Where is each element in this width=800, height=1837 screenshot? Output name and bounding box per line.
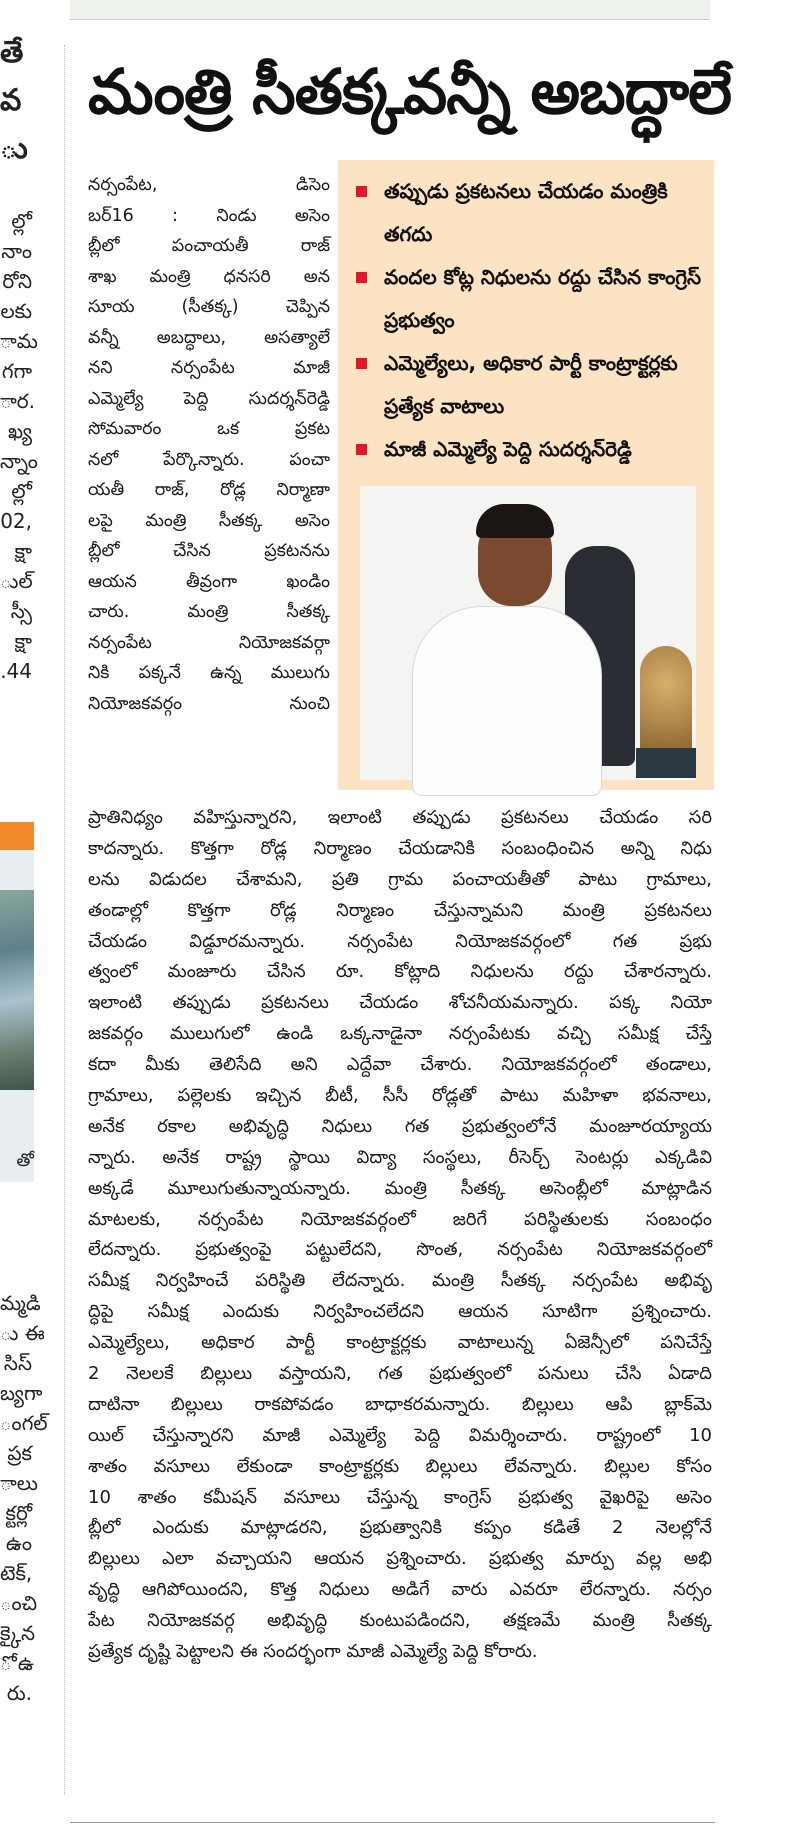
- square-bullet-icon: [356, 444, 367, 455]
- adjacent-text-fragment: క్షా: [14, 629, 32, 653]
- body-line: దాటినా బిల్లులు రాకపోవడం బాధాకరమన్నారు. బిల్లులు ఆపి బ్లాక్‌మె: [88, 1393, 712, 1415]
- body-line: ఇలాంటి తప్పుడు ప్రకటనలు చేయడం శోచనీయమన్నారు. పక్క నియో: [88, 992, 712, 1014]
- body-line: తండాల్లో కొత్తగా రోడ్ల నిర్మాణం చేస్తున్నామని మంత్రి ప్రకటనలు: [88, 899, 712, 921]
- square-bullet-icon: [356, 186, 367, 197]
- highlight-text: మాజీ ఎమ్మెల్యే పెద్ది సుదర్శన్‌రెడ్డి: [384, 437, 632, 461]
- body-line: 10 శాతం కమీషన్ వసూలు చేస్తున్న కాంగ్రెస్ ప్రభుత్వ వైఖరిపై అసెం: [88, 1486, 712, 1508]
- body-line: 2 నెలలకే బిల్లులు వస్తాయని, గత ప్రభుత్వంలో పనులు చేసి ఏడాది: [88, 1363, 712, 1385]
- body-line: జకవర్గం ములుగులో ఉండి ఒక్కనాడైనా నర్సంపేటకు వచ్చి సమీక్ష చేస్తే: [88, 1023, 712, 1045]
- intro-line: ఆయన తీవ్రంగా ఖండిం: [88, 571, 330, 592]
- square-bullet-icon: [356, 358, 367, 369]
- highlight-item: [352, 342, 708, 428]
- body-line: అనేక రకాల అభివృద్ధి నిధులు గత ప్రభుత్వంలోనే మంజూరయ్యాయ: [88, 1115, 712, 1137]
- body-line: పేట నియోజకవర్గ అభివృద్ధి కుంటుపడిందని, తక్షణమే మంత్రి సీతక్క: [88, 1610, 712, 1632]
- body-line: లను విడుదల చేశామని, ప్రతి గ్రామ పంచాయతీతో పాటు గ్రామాలు,: [88, 868, 712, 890]
- adjacent-text-fragment: ు: [0, 131, 28, 166]
- body-line: ప్రాతినిధ్యం వహిస్తున్నారని, ఇలాంటి తప్పుడు ప్రకటనలు చేయడం సరి: [88, 807, 712, 828]
- intro-line: చారు. మంత్రి సీతక్క: [88, 602, 330, 622]
- body-line: న్నారు. అనేక రాష్ట్ర స్థాయి విద్యా సంస్థలు, రీసెర్చ్ సెంటర్లు ఎక్కడివి: [88, 1146, 712, 1168]
- highlight-text: ఎమ్మెల్యేలు, అధికార పార్టీ కాంట్రాక్టర్లకు ప్రత్యేక వాటాలు: [384, 351, 678, 418]
- intro-line: నర్సంపేట, డిసెం: [88, 175, 330, 195]
- bottom-rule: [70, 1822, 715, 1823]
- intro-line: బ్లీలో పంచాయతీ రాజ్: [88, 236, 330, 256]
- body-line: వృద్ధి ఆగిపోయిందని, కొత్త నిధులు అడిగే వారు ఎవరూ లేరన్నారు. నర్సం: [88, 1579, 712, 1601]
- intro-line: ఎమ్మెల్యే పెద్ది సుదర్శన్‌రెడ్డి: [88, 388, 330, 409]
- adjacent-text-fragment: ఖ్య: [7, 419, 32, 443]
- intro-line: బర్16 : నిండు అసెం: [88, 205, 330, 226]
- body-line: సమీక్ష నిర్వహించే పరిస్థితి లేదన్నారు. మంత్రి సీతక్క నర్సంపేట అభివృ: [88, 1270, 712, 1292]
- adjacent-photo: [0, 822, 34, 1182]
- body-line: ఎమ్మెల్యేలు, అధికార పార్టీ కాంట్రాక్టర్లకు వాటాలున్న ఏజెన్సీలో పనిచేస్తే: [88, 1332, 712, 1354]
- adjacent-text-fragment: ాలు: [0, 1471, 38, 1495]
- top-strip: [70, 0, 710, 20]
- intro-line: నలో పేర్కొన్నారు. పంచా: [88, 449, 330, 470]
- adjacent-text-fragment: వ: [0, 83, 22, 118]
- body-line: త్వంలో మంజూరు చేసిన రూ. కోట్లాది నిధులను రద్దు చేశారన్నారు.: [88, 961, 712, 983]
- adjacent-photo-caption: తో: [16, 1150, 34, 1171]
- adjacent-text-fragment: రు.: [6, 1681, 32, 1705]
- intro-line: యతీ రాజ్, రోడ్ల నిర్మాణా: [88, 480, 330, 500]
- person-shirt-shape: [412, 606, 602, 796]
- body-line: కాదన్నారు. కొత్తగా రోడ్ల నిర్మాణం చేయడానికి సంబంధించిన అన్ని నిధు: [88, 837, 712, 859]
- intro-line: బ్లీలో చేసిన ప్రకటనను: [88, 541, 330, 561]
- adjacent-text-fragment: ఉం: [5, 1531, 32, 1555]
- body-line: కదా మీకు తెలిసేది అని ఎద్దేవా చేశారు. నియోజకవర్గంలో తండాలు,: [88, 1054, 712, 1076]
- adjacent-text-fragment: ామ: [0, 329, 38, 353]
- body-line: గ్రామాలు, పల్లెలకు ఇచ్చిన బీటీ, సీసీ రోడ్లతో పాటు మహిళా భవనాలు,: [88, 1085, 712, 1107]
- intro-line: నికి పక్కనే ఉన్న ములుగు: [88, 663, 330, 683]
- highlights-list: [352, 170, 708, 471]
- square-bullet-icon: [356, 272, 367, 283]
- portrait-photo: [360, 486, 696, 780]
- highlights-box: [338, 160, 714, 790]
- intro-line: శాఖ మంత్రి ధనసరి అన: [88, 266, 330, 287]
- intro-column: [88, 170, 330, 719]
- adjacent-text-fragment: ల్లో: [11, 479, 32, 503]
- column-divider: [64, 45, 65, 1795]
- adjacent-text-fragment: ల్లో: [11, 209, 32, 233]
- adjacent-text-fragment: ుల్: [0, 569, 33, 593]
- adjacent-text-fragment: న్నాం: [0, 449, 38, 473]
- adjacent-text-fragment: ో ఉ: [0, 1651, 34, 1675]
- adjacent-text-fragment: క్టర్లో: [5, 1501, 32, 1525]
- adjacent-photo-image: [0, 890, 34, 1090]
- statue-base-shape: [636, 748, 696, 778]
- adjacent-text-fragment: రోని: [2, 269, 32, 293]
- idol-statue-shape: [640, 646, 692, 754]
- adjacent-text-fragment: ంచి: [0, 1591, 38, 1615]
- body-line: ద్ధిపై సమీక్ష ఎందుకు నిర్వహించలేదని ఆయన సూటిగా ప్రశ్నించారు.: [88, 1301, 712, 1323]
- body-line: చేయడం విడ్డూరమన్నారు. నర్సంపేట నియోజకవర్గంలో గత ప్రభు: [88, 930, 712, 952]
- article-body: [88, 803, 712, 1668]
- body-line: శాతం వసూలు లేకుండా కాంట్రాక్టర్లకు బిల్లులు లేవన్నారు. బిల్లుల కోసం: [88, 1455, 712, 1477]
- highlight-item: [352, 428, 708, 471]
- adjacent-text-fragment: స్సీ: [10, 599, 32, 623]
- adjacent-text-fragment: ప్రక: [7, 1441, 32, 1465]
- adjacent-text-fragment: టెక్,: [0, 1561, 33, 1585]
- adjacent-text-fragment: నాం: [1, 239, 32, 263]
- body-line: బ్లీలో ఎందుకు మాట్లాడరని, ప్రభుత్వానికి కప్పం కడితే 2 నెలల్లోనే: [88, 1517, 712, 1539]
- person-hair-shape: [476, 504, 554, 538]
- intro-line: నియోజకవర్గం నుంచి: [88, 693, 330, 714]
- adjacent-text-fragment: సిస్: [3, 1351, 32, 1375]
- adjacent-text-fragment: తే: [0, 35, 24, 70]
- intro-line: లపై మంత్రి సీతక్క అసెం: [88, 510, 330, 531]
- intro-line: సూయ (సీతక్క) చెప్పిన: [88, 297, 330, 317]
- adjacent-text-fragment: లకు: [0, 299, 32, 323]
- adjacent-text-fragment: క్షా: [14, 539, 32, 563]
- adjacent-text-fragment: ు ఈ: [0, 1321, 45, 1345]
- body-line: యిల్ చేస్తున్నారని మాజీ ఎమ్మెల్యే పెద్ది విమర్శించారు. రాష్ట్రంలో 10: [88, 1424, 712, 1446]
- adjacent-text-fragment: 02,: [0, 509, 32, 533]
- body-line: మాటలకు, నర్సంపేట నియోజకవర్గంలో జరిగే పరిస్థితులకు సంబంధం: [88, 1208, 712, 1230]
- highlight-item: [352, 256, 708, 342]
- adjacent-text-fragment: గగా: [1, 359, 32, 383]
- article-headline: మంత్రి సీతక్కవన్నీ అబద్ధాలే: [88, 55, 732, 128]
- intro-line: సోమవారం ఒక ప్రకట: [88, 419, 330, 439]
- adjacent-text-fragment: ంగల్: [0, 1411, 48, 1435]
- highlight-text: తప్పుడు ప్రకటనలు చేయడం మంత్రికి తగదు: [384, 179, 668, 246]
- body-line: ప్రత్యేక దృష్టి పెట్టాలని ఈ సందర్భంగా మాజీ ఎమ్మెల్యే పెద్ది కోరారు.: [88, 1641, 538, 1663]
- body-line: బిల్లులు ఎలా వచ్చాయని ఆయన ప్రశ్నించారు. ప్రభుత్వ మార్పు వల్ల అభి: [88, 1548, 712, 1570]
- adjacent-text-fragment: ార.: [0, 389, 35, 413]
- adjacent-text-fragment: .44: [0, 659, 32, 683]
- intro-line: నని నర్సంపేట మాజీ: [88, 358, 330, 378]
- adjacent-text-fragment: క్కైన: [0, 1621, 36, 1645]
- highlight-item: [352, 170, 708, 256]
- adjacent-text-fragment: మ్మడి: [0, 1291, 41, 1315]
- intro-line: నర్సంపేట నియోజకవర్గా: [88, 632, 330, 653]
- intro-line: వన్నీ అబద్ధాలు, అసత్యాలే: [88, 327, 330, 348]
- body-line: లేదన్నారు. ప్రభుత్వంపై పట్టులేదని, సొంత, నర్సంపేట నియోజకవర్గంలో: [88, 1239, 712, 1261]
- highlight-text: వందల కోట్ల నిధులను రద్దు చేసిన కాంగ్రెస్ ప్రభుత్వం: [384, 265, 702, 332]
- body-line: అక్కడే మూలుగుతున్నాయన్నారు. మంత్రి సీతక్క అసెంబ్లీలో మాట్లాడిన: [88, 1177, 712, 1199]
- adjacent-text-fragment: బ్యగా: [0, 1381, 43, 1405]
